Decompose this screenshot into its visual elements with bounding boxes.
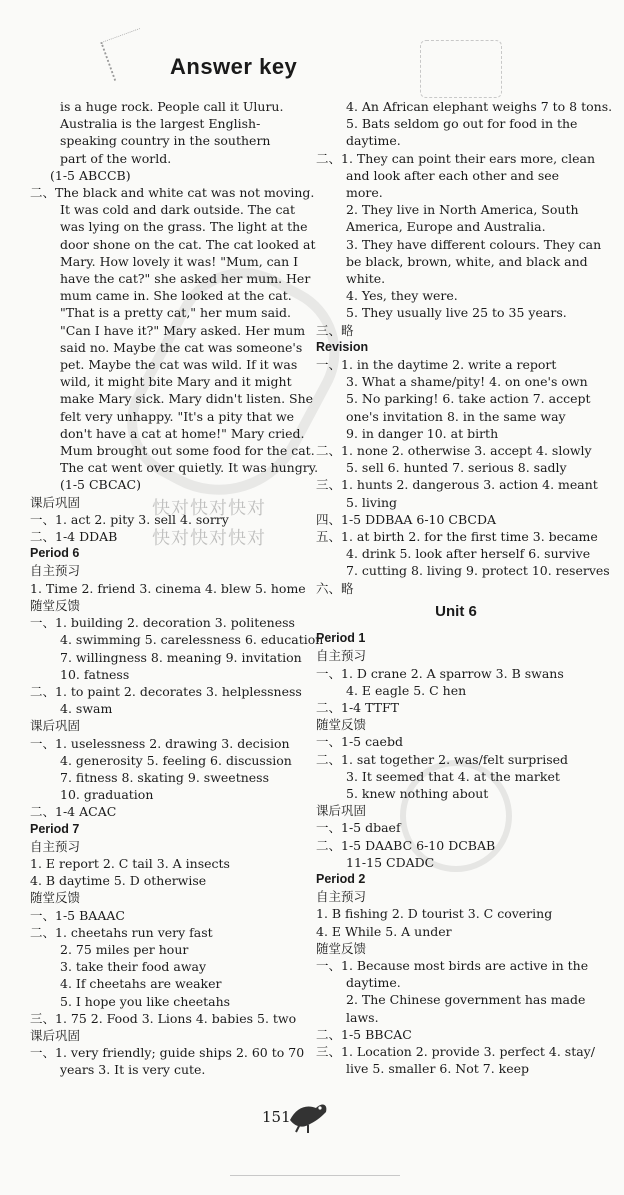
- answer-line: make Mary sick. Mary didn't listen. She: [60, 391, 314, 407]
- answer-line: 4. generosity 5. feeling 6. discussion: [60, 752, 292, 768]
- answer-line: daytime.: [346, 975, 401, 991]
- answer-line: 3. It seemed that 4. at the market: [346, 768, 560, 784]
- page-title: Answer key: [170, 54, 298, 79]
- answer-line: 3. What a shame/pity! 4. on one's own: [346, 374, 588, 390]
- answer-line: 一、1-5 dbaef: [316, 820, 401, 836]
- decorative-sketch-right: [420, 40, 502, 98]
- answer-line: wild, it might bite Mary and it might: [60, 374, 292, 390]
- answer-line: Australia is the largest English-: [60, 116, 261, 132]
- answer-line: 课后巩固: [30, 1027, 81, 1043]
- answer-line: 三、1. Location 2. provide 3. perfect 4. stay/: [316, 1043, 595, 1059]
- answer-line: 一、1. Because most birds are active in the: [316, 957, 589, 973]
- watermark-line: 快对快对快对: [152, 498, 266, 519]
- answer-line: 三、1. hunts 2. dangerous 3. action 4. meant: [316, 477, 598, 493]
- answer-line: 一、1. uselessness 2. drawing 3. decision: [30, 735, 290, 751]
- answer-line: pet. Maybe the cat was wild. If it was: [60, 357, 298, 373]
- answer-line: 4. Yes, they were.: [346, 288, 458, 304]
- answer-line: 二、1-5 DAABC 6-10 DCBAB: [316, 837, 496, 853]
- answer-line: 二、1. cheetahs run very fast: [30, 924, 213, 940]
- answer-line: be black, brown, white, and black and: [346, 253, 588, 269]
- answer-line: 4. swimming 5. carelessness 6. education: [60, 632, 324, 648]
- answer-line: 一、1. act 2. pity 3. sell 4. sorry: [30, 511, 229, 527]
- answer-line: 7. willingness 8. meaning 9. invitation: [60, 649, 302, 665]
- answer-line: 四、1-5 DDBAA 6-10 CBCDA: [316, 511, 497, 527]
- answer-line: 课后巩固: [30, 718, 81, 734]
- answer-line: 1. B fishing 2. D tourist 3. C covering: [316, 906, 553, 922]
- answer-line: 3. They have different colours. They can: [346, 236, 602, 252]
- answer-line: "That is a pretty cat," her mum said.: [60, 305, 291, 321]
- answer-line: 2. The Chinese government has made: [346, 992, 586, 1008]
- answer-line: 4. E eagle 5. C hen: [346, 682, 467, 698]
- answer-line: 二、1. They can point their ears more, clean: [316, 150, 595, 166]
- answer-line: The cat went over quietly. It was hungry.: [60, 460, 319, 476]
- answer-line: one's invitation 8. in the same way: [346, 408, 566, 424]
- right-column: [316, 98, 613, 1077]
- section-heading: Revision: [316, 339, 369, 354]
- answer-line: live 5. smaller 6. Not 7. keep: [346, 1061, 530, 1077]
- answer-line: 1. Time 2. friend 3. cinema 4. blew 5. home: [30, 580, 306, 596]
- answer-line: 课后巩固: [30, 494, 81, 510]
- left-column: [30, 98, 324, 1079]
- answer-line: was lying on the grass. The light at the: [60, 219, 308, 235]
- answer-line: 1. E report 2. C tail 3. A insects: [30, 855, 230, 871]
- answer-line: 4. B daytime 5. D otherwise: [30, 873, 207, 889]
- answer-line: (1-5 ABCCB): [50, 167, 131, 183]
- decorative-sketch-left: [100, 28, 153, 81]
- answer-line: 2. 75 miles per hour: [60, 941, 189, 957]
- answer-line: 5. knew nothing about: [346, 785, 489, 801]
- answer-line: 自主预习: [316, 889, 367, 905]
- footer-divider: [230, 1175, 400, 1176]
- answer-line: 二、1. to paint 2. decorates 3. helplessness: [30, 683, 302, 699]
- answer-line: 10. fatness: [60, 666, 130, 682]
- answer-line: 二、1-4 ACAC: [30, 804, 117, 820]
- answer-line: 随堂反馈: [316, 940, 367, 956]
- watermark-line: 快对快对快对: [152, 528, 266, 549]
- answer-line: 随堂反馈: [316, 717, 367, 733]
- answer-line: don't have a cat at home!" Mary cried.: [60, 425, 305, 441]
- answer-line: 三、略: [316, 322, 354, 338]
- answer-line: 课后巩固: [316, 803, 367, 819]
- answer-line: 11-15 CDADC: [346, 854, 435, 870]
- answer-line: 随堂反馈: [30, 597, 81, 613]
- answer-line: Mary. How lovely it was! "Mum, can I: [60, 253, 299, 269]
- answer-line: 7. cutting 8. living 9. protect 10. reserves: [346, 563, 610, 579]
- unit-heading: Unit 6: [435, 602, 477, 620]
- answer-line: 二、1-4 DDAB: [30, 529, 118, 545]
- answer-line: 一、1. building 2. decoration 3. politeness: [30, 615, 295, 631]
- answer-line: 一、1-5 BAAAC: [30, 907, 125, 923]
- answer-line: Mum brought out some food for the cat.: [60, 443, 315, 459]
- answer-line: 一、1. very friendly; guide ships 2. 60 to 70: [30, 1045, 305, 1061]
- answer-line: 一、1-5 caebd: [316, 734, 403, 750]
- answer-line: said no. Maybe the cat was someone's: [60, 339, 303, 355]
- answer-line: 二、1-5 BBCAC: [316, 1026, 412, 1042]
- answer-line: 2. They live in North America, South: [346, 202, 579, 218]
- answer-line: more.: [346, 185, 383, 201]
- answer-line: and look after each other and see: [346, 167, 560, 183]
- answer-line: laws.: [346, 1009, 379, 1025]
- answer-line: years 3. It is very cute.: [60, 1062, 206, 1078]
- answer-line: 3. take their food away: [60, 959, 207, 975]
- answer-line: 4. E While 5. A under: [316, 923, 452, 939]
- answer-line: 随堂反馈: [30, 890, 81, 906]
- answer-line: 5. Bats seldom go out for food in the: [346, 116, 578, 132]
- answer-line: 5. I hope you like cheetahs: [60, 993, 231, 1009]
- answer-line: 一、1. in the daytime 2. write a report: [316, 357, 557, 373]
- answer-line: 二、The black and white cat was not moving.: [30, 185, 315, 201]
- answer-line: 六、略: [316, 580, 354, 596]
- answer-line: 二、1. sat together 2. was/felt surprised: [316, 751, 569, 767]
- answer-line: 自主预习: [316, 648, 367, 664]
- section-heading: Period 2: [316, 871, 366, 886]
- answer-line: daytime.: [346, 133, 401, 149]
- page-number: 151: [262, 1108, 291, 1126]
- answer-line: 7. fitness 8. skating 9. sweetness: [60, 769, 270, 785]
- answer-line: 5. No parking! 6. take action 7. accept: [346, 391, 591, 407]
- answer-line: 一、1. D crane 2. A sparrow 3. B swans: [316, 665, 564, 681]
- answer-line: America, Europe and Australia.: [346, 219, 546, 235]
- answer-line: 9. in danger 10. at birth: [346, 425, 499, 441]
- answer-line: 5. sell 6. hunted 7. serious 8. sadly: [346, 460, 567, 476]
- answer-line: part of the world.: [60, 150, 172, 166]
- answer-line: speaking country in the southern: [60, 133, 271, 149]
- watermark-text: [152, 494, 266, 554]
- answer-line: 二、1-4 TTFT: [316, 699, 400, 715]
- answer-line: 5. living: [346, 494, 398, 510]
- answer-line: 5. They usually live 25 to 35 years.: [346, 305, 567, 321]
- section-heading: Period 6: [30, 546, 80, 561]
- answer-line: 五、1. at birth 2. for the first time 3. became: [316, 529, 598, 545]
- answer-line: white.: [346, 271, 386, 287]
- answer-line: mum came in. She looked at the cat.: [60, 288, 292, 304]
- answer-line: 10. graduation: [60, 787, 154, 803]
- answer-line: "Can I have it?" Mary asked. Her mum: [60, 322, 306, 338]
- answer-line: have the cat?" she asked her mum. Her: [60, 271, 311, 287]
- answer-line: door shone on the cat. The cat looked at: [60, 236, 316, 252]
- section-heading: Period 7: [30, 821, 80, 836]
- bird-illustration-icon: [286, 1094, 330, 1134]
- answer-line: 4. swam: [60, 701, 113, 717]
- answer-line: 自主预习: [30, 563, 81, 579]
- answer-line: 4. drink 5. look after herself 6. survive: [346, 546, 591, 562]
- answer-line: 二、1. none 2. otherwise 3. accept 4. slowly: [316, 443, 592, 459]
- answer-line: is a huge rock. People call it Uluru.: [60, 99, 284, 114]
- answer-line: 自主预习: [30, 838, 81, 854]
- answer-line: It was cold and dark outside. The cat: [60, 202, 296, 218]
- answer-line: 4. An African elephant weighs 7 to 8 tons.: [346, 99, 613, 114]
- section-heading: Period 1: [316, 631, 366, 646]
- answer-line: (1-5 CBCAC): [60, 477, 141, 493]
- answer-line: 4. If cheetahs are weaker: [60, 976, 222, 992]
- answer-line: 三、1. 75 2. Food 3. Lions 4. babies 5. two: [30, 1010, 297, 1026]
- answer-line: felt very unhappy. "It's a pity that we: [60, 408, 295, 424]
